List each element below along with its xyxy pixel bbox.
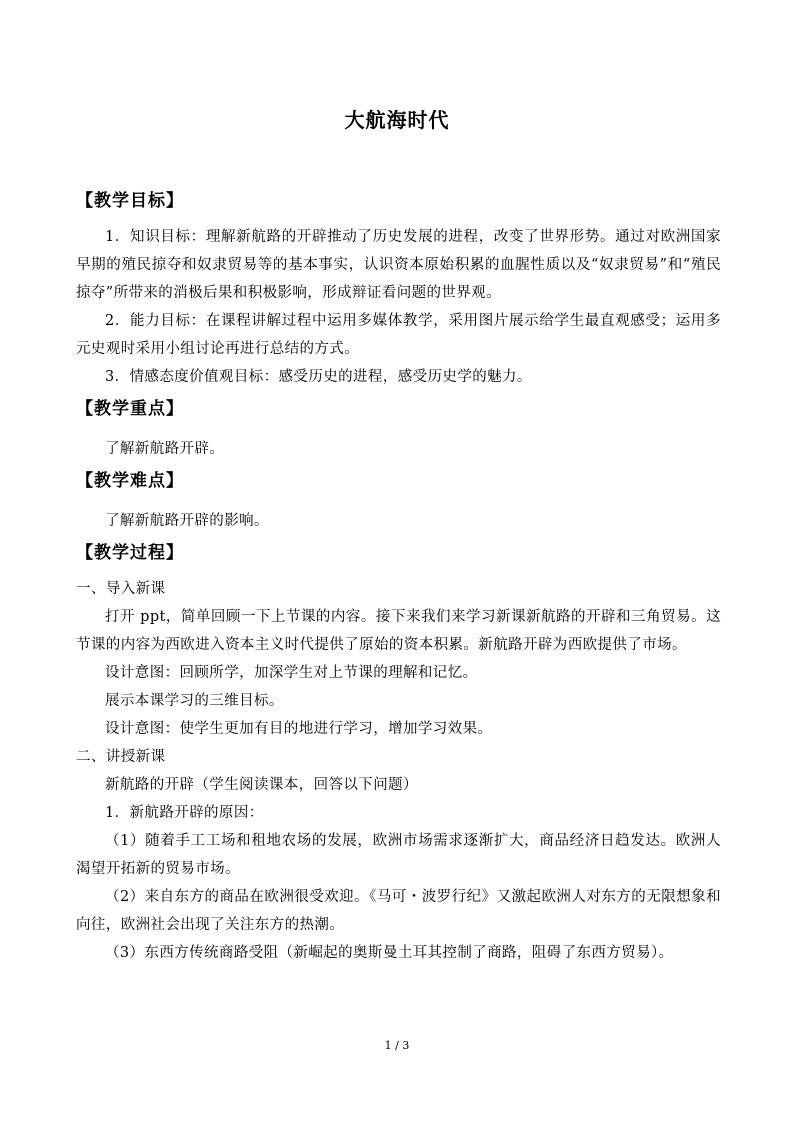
objective-item: 3．情感态度价值观目标：感受历史的进程，感受历史学的魅力。 [105,369,532,385]
page-number: 1 / 3 [384,1039,410,1052]
key-points-text: 了解新航路开辟。 [105,441,225,457]
difficulties-heading: 【教学难点】 [76,471,184,491]
process-paragraph: 1．新航路开辟的原因： [105,805,264,821]
key-points-heading: 【教学重点】 [76,399,184,419]
process-paragraph: 打开 ppt，简单回顾一下上节课的内容。接下来我们来学习新课新航路的开辟和三角贸易。这节课的内容为西欧进入资本主义时代提供了原始的资本积累。新航路开辟为西欧提供了市场。 [76,609,721,653]
document-title: 大航海时代 [344,108,450,132]
document-body [76,183,721,967]
process-heading: 【教学过程】 [76,543,184,563]
process-part2-heading: 二、讲授新课 [76,749,166,765]
process-paragraph: （1）随着手工工场和租地农场的发展，欧洲市场需求逐渐扩大，商品经济日趋发达。欧洲人渴望开拓新的贸易市场。 [76,833,721,877]
process-part1-heading: 一、导入新课 [76,581,166,597]
process-paragraph: 展示本课学习的三维目标。 [105,693,284,709]
process-paragraph: 设计意图：回顾所学，加深学生对上节课的理解和记忆。 [105,665,478,681]
process-paragraph: （2）来自东方的商品在欧洲很受欢迎。《马可・波罗行纪》又激起欧洲人对东方的无限想象和向往，欧洲社会出现了关注东方的热潮。 [76,889,721,933]
process-paragraph: 新航路的开辟（学生阅读课本，回答以下问题） [105,777,418,793]
objectives-heading: 【教学目标】 [76,191,184,211]
objective-item: 1．知识目标：理解新航路的开辟推动了历史发展的进程，改变了世界形势。通过对欧洲国家早期的殖民掠夺和奴隶贸易等的基本事实，认识资本原始积累的血腥性质以及“奴隶贸易”和“殖民掠夺”所带来的消极后果和积极影响，形成辩证看问题的世界观。 [76,229,721,301]
process-paragraph: 设计意图：使学生更加有目的地进行学习，增加学习效果。 [105,721,493,737]
difficulties-text: 了解新航路开辟的影响。 [105,513,269,529]
process-paragraph: （3）东西方传统商路受阻（新崛起的奥斯曼土耳其控制了商路，阻碍了东西方贸易）。 [105,945,674,961]
objective-item: 2．能力目标：在课程讲解过程中运用多媒体教学，采用图片展示给学生最直观感受；运用多元史观时采用小组讨论再进行总结的方式。 [76,313,721,357]
